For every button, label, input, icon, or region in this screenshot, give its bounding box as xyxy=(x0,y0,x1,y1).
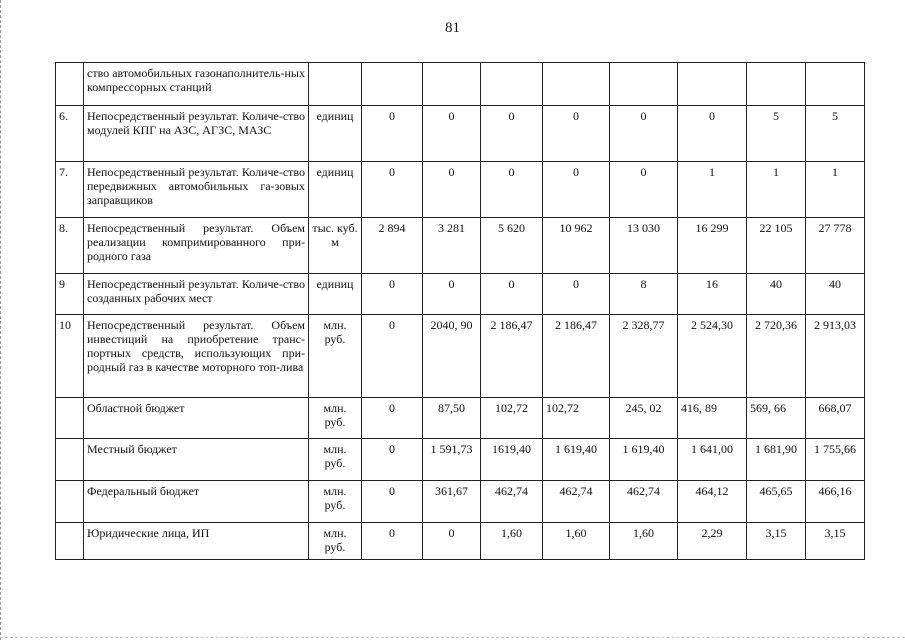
row-number: 8. xyxy=(56,218,84,274)
row-number xyxy=(56,481,84,523)
value-cell: 668,07 xyxy=(806,398,865,439)
page-number: 81 xyxy=(445,20,460,36)
unit-cell: млн. руб. xyxy=(309,523,362,560)
value-cell: 0 xyxy=(543,274,610,315)
row-number xyxy=(56,63,84,106)
value-cell: 1,60 xyxy=(610,523,678,560)
value-cell: 102,72 xyxy=(543,398,610,439)
value-cell: 27 778 xyxy=(806,218,865,274)
scan-edge-marks xyxy=(0,0,5,640)
scan-bottom-mark xyxy=(0,637,905,638)
value-cell: 2 186,47 xyxy=(481,315,543,398)
value-cell: 5 xyxy=(747,106,806,162)
value-cell: 1 619,40 xyxy=(543,439,610,481)
value-cell: 5 xyxy=(806,106,865,162)
indicator-name: Местный бюджет xyxy=(84,439,309,481)
value-cell: 0 xyxy=(610,106,678,162)
row-number xyxy=(56,523,84,560)
value-cell: 2 894 xyxy=(362,218,423,274)
value-cell xyxy=(678,63,747,106)
value-cell: 10 962 xyxy=(543,218,610,274)
value-cell: 0 xyxy=(481,274,543,315)
value-cell: 2 328,77 xyxy=(610,315,678,398)
value-cell: 1,60 xyxy=(543,523,610,560)
value-cell: 462,74 xyxy=(543,481,610,523)
value-cell xyxy=(543,63,610,106)
value-cell: 569, 66 xyxy=(747,398,806,439)
unit-cell: млн. руб. xyxy=(309,481,362,523)
table-row xyxy=(56,481,865,523)
value-cell: 0 xyxy=(362,274,423,315)
value-cell: 102,72 xyxy=(481,398,543,439)
table-row xyxy=(56,218,865,274)
table-row xyxy=(56,523,865,560)
value-cell: 2 524,30 xyxy=(678,315,747,398)
value-cell: 466,16 xyxy=(806,481,865,523)
indicator-name: Непосредственный результат. Количе-ство модулей КПГ на АЗС, АГЗС, МАЗС xyxy=(84,106,309,162)
indicator-name: Федеральный бюджет xyxy=(84,481,309,523)
value-cell: 16 299 xyxy=(678,218,747,274)
table-row xyxy=(56,439,865,481)
value-cell: 462,74 xyxy=(481,481,543,523)
unit-cell: млн. руб. xyxy=(309,315,362,398)
value-cell xyxy=(362,63,423,106)
value-cell: 87,50 xyxy=(423,398,481,439)
value-cell: 16 xyxy=(678,274,747,315)
value-cell: 416, 89 xyxy=(678,398,747,439)
value-cell: 1 681,90 xyxy=(747,439,806,481)
table-row xyxy=(56,315,865,398)
indicator-name: Непосредственный результат. Количе-ство созданных рабочих мест xyxy=(84,274,309,315)
value-cell xyxy=(481,63,543,106)
indicator-name: ство автомобильных газонаполнитель-ных компрессорных станций xyxy=(84,63,309,106)
row-number xyxy=(56,398,84,439)
value-cell xyxy=(747,63,806,106)
value-cell: 0 xyxy=(362,398,423,439)
table-row xyxy=(56,106,865,162)
value-cell: 1 xyxy=(678,162,747,218)
value-cell: 40 xyxy=(747,274,806,315)
unit-cell: единиц xyxy=(309,274,362,315)
value-cell: 245, 02 xyxy=(610,398,678,439)
indicator-name: Областной бюджет xyxy=(84,398,309,439)
value-cell: 0 xyxy=(362,315,423,398)
value-cell: 2,29 xyxy=(678,523,747,560)
indicator-name: Юридические лица, ИП xyxy=(84,523,309,560)
value-cell: 465,65 xyxy=(747,481,806,523)
table-row xyxy=(56,63,865,106)
value-cell: 1 591,73 xyxy=(423,439,481,481)
value-cell: 0 xyxy=(481,162,543,218)
indicator-name: Непосредственный результат. Количе-ство передвижных автомобильных га-зовых заправщиков xyxy=(84,162,309,218)
value-cell: 0 xyxy=(362,162,423,218)
value-cell: 0 xyxy=(423,162,481,218)
value-cell: 0 xyxy=(423,106,481,162)
table-row xyxy=(56,398,865,439)
value-cell: 1619,40 xyxy=(481,439,543,481)
value-cell: 22 105 xyxy=(747,218,806,274)
value-cell: 1 xyxy=(806,162,865,218)
table-row xyxy=(56,162,865,218)
value-cell: 3,15 xyxy=(747,523,806,560)
indicator-name: Непосредственный результат. Объем реализации компримированного при-родного газа xyxy=(84,218,309,274)
row-number: 6. xyxy=(56,106,84,162)
value-cell: 464,12 xyxy=(678,481,747,523)
value-cell: 1 641,00 xyxy=(678,439,747,481)
value-cell: 5 620 xyxy=(481,218,543,274)
value-cell: 1,60 xyxy=(481,523,543,560)
value-cell: 1 755,66 xyxy=(806,439,865,481)
value-cell: 0 xyxy=(481,106,543,162)
value-cell: 0 xyxy=(423,274,481,315)
table-row xyxy=(56,274,865,315)
value-cell: 13 030 xyxy=(610,218,678,274)
value-cell: 0 xyxy=(678,106,747,162)
value-cell: 3,15 xyxy=(806,523,865,560)
indicators-table xyxy=(55,62,865,560)
value-cell xyxy=(806,63,865,106)
value-cell: 0 xyxy=(362,523,423,560)
value-cell: 40 xyxy=(806,274,865,315)
value-cell: 0 xyxy=(362,106,423,162)
unit-cell: единиц xyxy=(309,106,362,162)
row-number: 7. xyxy=(56,162,84,218)
value-cell: 8 xyxy=(610,274,678,315)
value-cell: 2040, 90 xyxy=(423,315,481,398)
value-cell xyxy=(423,63,481,106)
value-cell: 0 xyxy=(362,439,423,481)
value-cell: 0 xyxy=(543,162,610,218)
value-cell: 1 xyxy=(747,162,806,218)
row-number xyxy=(56,439,84,481)
value-cell: 0 xyxy=(543,106,610,162)
row-number: 9 xyxy=(56,274,84,315)
indicator-name: Непосредственный результат. Объем инвестиций на приобретение транс-портных средств, использующих при-родный газ в качестве моторного топ-лива xyxy=(84,315,309,398)
value-cell: 0 xyxy=(610,162,678,218)
value-cell: 0 xyxy=(423,523,481,560)
unit-cell: млн. руб. xyxy=(309,398,362,439)
unit-cell xyxy=(309,63,362,106)
value-cell: 0 xyxy=(362,481,423,523)
row-number: 10 xyxy=(56,315,84,398)
value-cell: 3 281 xyxy=(423,218,481,274)
value-cell: 2 186,47 xyxy=(543,315,610,398)
value-cell: 2 913,03 xyxy=(806,315,865,398)
unit-cell: тыс. куб. м xyxy=(309,218,362,274)
unit-cell: единиц xyxy=(309,162,362,218)
value-cell xyxy=(610,63,678,106)
value-cell: 462,74 xyxy=(610,481,678,523)
unit-cell: млн. руб. xyxy=(309,439,362,481)
value-cell: 1 619,40 xyxy=(610,439,678,481)
value-cell: 2 720,36 xyxy=(747,315,806,398)
value-cell: 361,67 xyxy=(423,481,481,523)
